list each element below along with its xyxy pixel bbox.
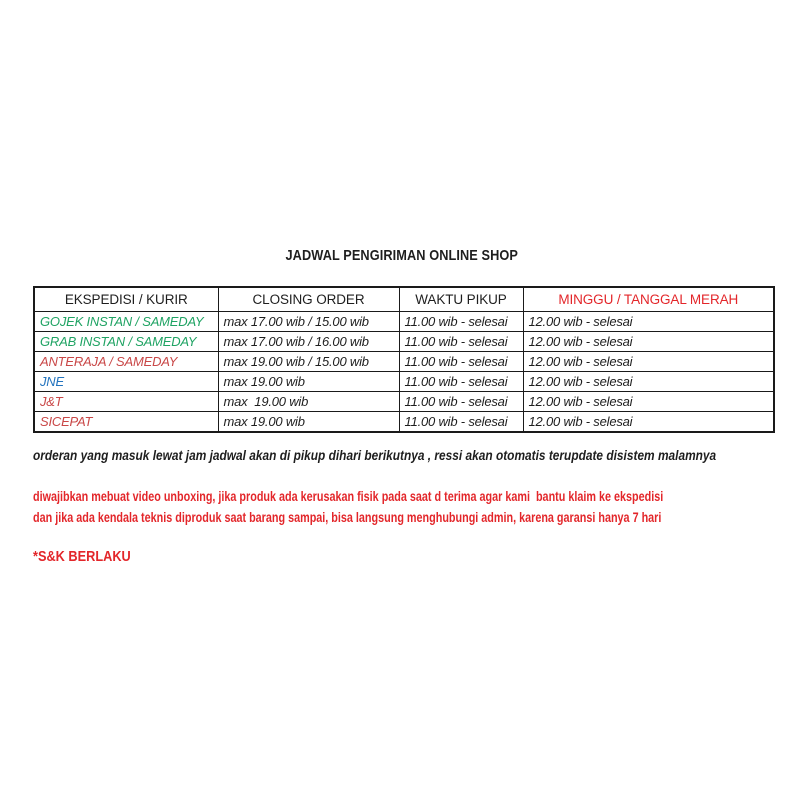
kurir-cell: GOJEK INSTAN / SAMEDAY <box>34 312 218 332</box>
col-header-minggu: MINGGU / TANGGAL MERAH <box>523 287 774 312</box>
waktu-pikup-cell: 11.00 wib - selesai <box>399 412 523 433</box>
table-row <box>34 412 774 433</box>
table-row <box>34 352 774 372</box>
closing-order-cell: max 17.00 wib / 15.00 wib <box>218 312 399 332</box>
waktu-pikup-cell: 11.00 wib - selesai <box>399 372 523 392</box>
waktu-pikup-cell: 11.00 wib - selesai <box>399 332 523 352</box>
minggu-cell: 12.00 wib - selesai <box>523 352 774 372</box>
table-row <box>34 372 774 392</box>
closing-order-cell: max 19.00 wib <box>218 372 399 392</box>
page-title <box>0 247 804 265</box>
minggu-cell: 12.00 wib - selesai <box>523 392 774 412</box>
table-row <box>34 332 774 352</box>
closing-order-cell: max 19.00 wib <box>218 412 399 433</box>
shipping-schedule-table <box>33 286 775 433</box>
minggu-cell: 12.00 wib - selesai <box>523 372 774 392</box>
col-header-closing-order: CLOSING ORDER <box>218 287 399 312</box>
closing-order-cell: max 19.00 wib <box>218 392 399 412</box>
warranty-note-line1: diwajibkan mebuat video unboxing, jika produk ada kerusakan fisik pada saat d terima agar kami bantu klaim ke ekspedisi <box>33 489 664 504</box>
table-header-row <box>34 287 774 312</box>
table-row <box>34 392 774 412</box>
kurir-cell: ANTERAJA / SAMEDAY <box>34 352 218 372</box>
waktu-pikup-cell: 11.00 wib - selesai <box>399 392 523 412</box>
page-title-text: JADWAL PENGIRIMAN ONLINE SHOP <box>285 247 519 264</box>
closing-order-cell: max 19.00 wib / 15.00 wib <box>218 352 399 372</box>
waktu-pikup-cell: 11.00 wib - selesai <box>399 312 523 332</box>
pickup-note <box>33 447 804 465</box>
kurir-cell: JNE <box>34 372 218 392</box>
closing-order-cell: max 17.00 wib / 16.00 wib <box>218 332 399 352</box>
kurir-cell: SICEPAT <box>34 412 218 433</box>
table-row <box>34 312 774 332</box>
minggu-cell: 12.00 wib - selesai <box>523 312 774 332</box>
minggu-cell: 12.00 wib - selesai <box>523 332 774 352</box>
warranty-note-line2: dan jika ada kendala teknis diproduk saat barang sampai, bisa langsung menghubungi admin, karena garansi hanya 7 hari <box>33 510 662 525</box>
warranty-note <box>33 486 804 528</box>
col-header-ekspedisi: EKSPEDISI / KURIR <box>34 287 218 312</box>
waktu-pikup-cell: 11.00 wib - selesai <box>399 352 523 372</box>
minggu-cell: 12.00 wib - selesai <box>523 412 774 433</box>
snk-note <box>33 548 148 566</box>
pickup-note-text: orderan yang masuk lewat jam jadwal akan di pikup dihari berikutnya , ressi akan otomatis terupdate disistem malamnya <box>33 447 717 463</box>
snk-note-text: *S&K BERLAKU <box>33 548 131 565</box>
kurir-cell: GRAB INSTAN / SAMEDAY <box>34 332 218 352</box>
col-header-waktu-pikup: WAKTU PIKUP <box>399 287 523 312</box>
kurir-cell: J&T <box>34 392 218 412</box>
